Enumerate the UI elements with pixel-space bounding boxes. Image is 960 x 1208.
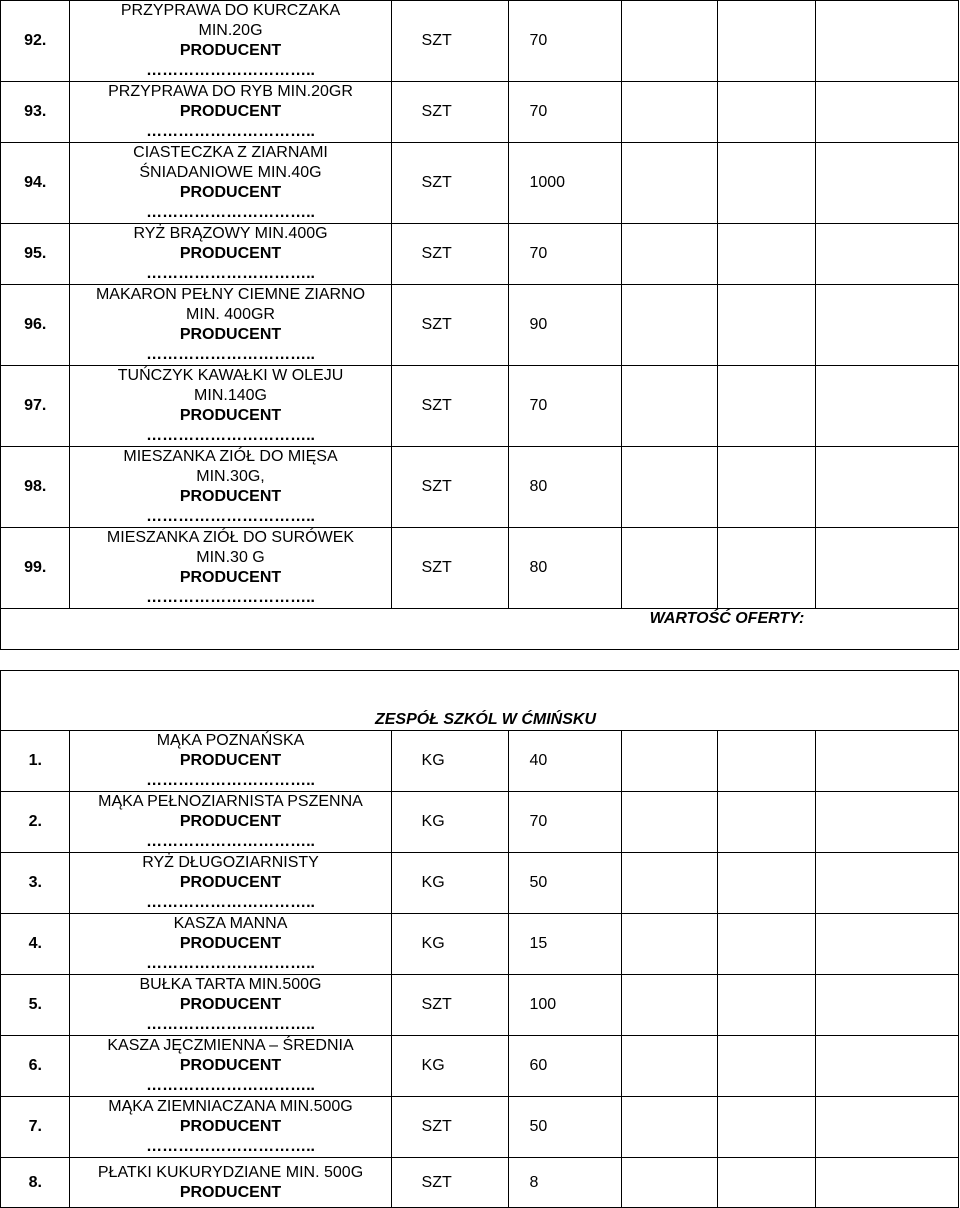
unit-cell: SZT	[391, 1097, 509, 1158]
unit-cell: KG	[391, 1036, 509, 1097]
table-row	[1, 1, 959, 82]
empty-price-cell	[717, 1158, 815, 1208]
empty-price-cell	[815, 1097, 958, 1158]
producer-label: PRODUCENT	[179, 245, 282, 262]
quantity-cell: 50	[509, 853, 622, 914]
producer-label: PRODUCENT	[179, 407, 282, 424]
empty-price-cell	[815, 366, 958, 447]
empty-price-cell	[622, 447, 718, 528]
table-row	[1, 792, 959, 853]
product-name-cell	[70, 731, 391, 792]
producer-label: PRODUCENT	[179, 935, 282, 952]
quantity-cell: 15	[509, 914, 622, 975]
unit-cell: SZT	[391, 143, 509, 224]
empty-price-cell	[815, 1158, 958, 1208]
table-row	[1, 1036, 959, 1097]
unit-cell: KG	[391, 792, 509, 853]
product-name-cell	[70, 224, 391, 285]
quantity-cell: 70	[509, 82, 622, 143]
producer-dots: …………………………..	[146, 894, 315, 911]
empty-price-cell	[717, 447, 815, 528]
item-number: 94.	[1, 143, 70, 224]
product-name-line: CIASTECZKA Z ZIARNAMI	[133, 144, 328, 161]
product-name-cell	[70, 1, 391, 82]
producer-dots: …………………………..	[146, 123, 315, 140]
item-number: 6.	[1, 1036, 70, 1097]
product-name-line: MIN.30G,	[196, 468, 265, 485]
unit-cell: SZT	[391, 1, 509, 82]
item-number: 95.	[1, 224, 70, 285]
empty-price-cell	[622, 366, 718, 447]
quantity-cell: 70	[509, 1, 622, 82]
product-name-line: RYŻ DŁUGOZIARNISTY	[142, 854, 319, 871]
producer-dots: …………………………..	[146, 1138, 315, 1155]
empty-price-cell	[622, 853, 718, 914]
table-row	[1, 528, 959, 609]
producer-label: PRODUCENT	[179, 488, 282, 505]
product-name-cell	[70, 975, 391, 1036]
item-number: 7.	[1, 1097, 70, 1158]
product-name-line: KASZA MANNA	[173, 915, 288, 932]
table-row	[1, 731, 959, 792]
producer-label: PRODUCENT	[179, 996, 282, 1013]
empty-price-cell	[717, 224, 815, 285]
producer-dots: …………………………..	[146, 772, 315, 789]
empty-price-cell	[717, 1, 815, 82]
product-name-cell	[70, 528, 391, 609]
empty-price-cell	[815, 975, 958, 1036]
unit-cell: SZT	[391, 528, 509, 609]
item-number: 3.	[1, 853, 70, 914]
table-row	[1, 224, 959, 285]
product-name-cell	[70, 82, 391, 143]
empty-price-cell	[815, 1036, 958, 1097]
product-name-line: MĄKA PEŁNOZIARNISTA PSZENNA	[98, 793, 363, 810]
unit-cell: KG	[391, 914, 509, 975]
table-row	[1, 914, 959, 975]
quantity-cell: 80	[509, 447, 622, 528]
empty-price-cell	[717, 975, 815, 1036]
empty-price-cell	[815, 731, 958, 792]
quantity-cell: 1000	[509, 143, 622, 224]
total-spacer	[1, 609, 622, 650]
producer-label: PRODUCENT	[179, 103, 282, 120]
empty-price-cell	[815, 528, 958, 609]
quantity-cell: 8	[509, 1158, 622, 1208]
table-row	[1, 1158, 959, 1208]
unit-cell: KG	[391, 853, 509, 914]
product-name-line: ŚNIADANIOWE MIN.40G	[139, 164, 322, 181]
school-title-row	[1, 671, 959, 731]
school-title: ZESPÓŁ SZKÓL W ĆMIŃSKU	[1, 671, 959, 731]
table-row	[1, 82, 959, 143]
item-number: 8.	[1, 1158, 70, 1208]
empty-price-cell	[815, 1, 958, 82]
quantity-cell: 100	[509, 975, 622, 1036]
empty-price-cell	[815, 447, 958, 528]
producer-dots: …………………………..	[146, 508, 315, 525]
product-name-line: KASZA JĘCZMIENNA – ŚREDNIA	[107, 1037, 354, 1054]
quantity-cell: 70	[509, 224, 622, 285]
unit-cell: SZT	[391, 224, 509, 285]
product-name-line: MIN.140G	[194, 387, 267, 404]
unit-cell: SZT	[391, 82, 509, 143]
offer-total-label: WARTOŚĆ OFERTY:	[622, 609, 959, 650]
item-number: 97.	[1, 366, 70, 447]
quantity-cell: 40	[509, 731, 622, 792]
total-row	[1, 609, 959, 650]
producer-label: PRODUCENT	[179, 1057, 282, 1074]
table-row	[1, 975, 959, 1036]
empty-price-cell	[815, 792, 958, 853]
producer-dots: …………………………..	[146, 62, 315, 79]
unit-cell: SZT	[391, 366, 509, 447]
product-name-cell	[70, 285, 391, 366]
product-name-cell	[70, 1158, 391, 1208]
quantity-cell: 90	[509, 285, 622, 366]
producer-label: PRODUCENT	[179, 326, 282, 343]
empty-price-cell	[622, 1, 718, 82]
product-name-cell	[70, 1097, 391, 1158]
producer-label: PRODUCENT	[179, 42, 282, 59]
offer-table-section-2	[0, 670, 959, 1208]
product-name-line: MAKARON PEŁNY CIEMNE ZIARNO	[95, 286, 366, 303]
producer-dots: …………………………..	[146, 346, 315, 363]
product-name-line: MIESZANKA ZIÓŁ DO MIĘSA	[123, 448, 338, 465]
product-name-line: MIN.20G	[198, 22, 263, 39]
item-number: 93.	[1, 82, 70, 143]
empty-price-cell	[622, 914, 718, 975]
product-name-line: MĄKA POZNAŃSKA	[156, 732, 305, 749]
empty-price-cell	[717, 1036, 815, 1097]
table-row	[1, 853, 959, 914]
empty-price-cell	[717, 1097, 815, 1158]
producer-label: PRODUCENT	[179, 569, 282, 586]
empty-price-cell	[815, 285, 958, 366]
empty-price-cell	[622, 792, 718, 853]
empty-price-cell	[622, 975, 718, 1036]
product-name-line: MIN. 400GR	[186, 306, 275, 323]
producer-dots: …………………………..	[146, 1077, 315, 1094]
empty-price-cell	[622, 731, 718, 792]
unit-cell: SZT	[391, 975, 509, 1036]
quantity-cell: 70	[509, 792, 622, 853]
producer-dots: …………………………..	[146, 265, 315, 282]
table-row	[1, 1097, 959, 1158]
empty-price-cell	[622, 1036, 718, 1097]
empty-price-cell	[815, 82, 958, 143]
producer-label: PRODUCENT	[179, 1183, 282, 1201]
item-number: 5.	[1, 975, 70, 1036]
unit-cell: KG	[391, 731, 509, 792]
item-number: 1.	[1, 731, 70, 792]
product-name-cell	[70, 914, 391, 975]
quantity-cell: 50	[509, 1097, 622, 1158]
empty-price-cell	[717, 143, 815, 224]
product-name-line: PRZYPRAWA DO KURCZAKA	[120, 2, 341, 19]
empty-price-cell	[717, 285, 815, 366]
table-row	[1, 285, 959, 366]
table-row	[1, 366, 959, 447]
product-name-line: RYŻ BRĄZOWY MIN.400G	[133, 225, 328, 242]
producer-label: PRODUCENT	[179, 752, 282, 769]
quantity-cell: 80	[509, 528, 622, 609]
unit-cell: SZT	[391, 1158, 509, 1208]
table-row	[1, 447, 959, 528]
product-name-line: PŁATKI KUKURYDZIANE MIN. 500G	[97, 1163, 364, 1181]
producer-dots: …………………………..	[146, 589, 315, 606]
unit-cell: SZT	[391, 447, 509, 528]
empty-price-cell	[622, 143, 718, 224]
product-name-line: TUŃCZYK KAWAŁKI W OLEJU	[117, 367, 344, 384]
product-name-line: PRZYPRAWA DO RYB MIN.20GR	[108, 83, 353, 100]
producer-dots: …………………………..	[146, 427, 315, 444]
empty-price-cell	[717, 792, 815, 853]
unit-cell: SZT	[391, 285, 509, 366]
product-name-line: MĄKA ZIEMNIACZANA MIN.500G	[108, 1098, 353, 1115]
producer-dots: …………………………..	[146, 204, 315, 221]
empty-price-cell	[815, 853, 958, 914]
empty-price-cell	[622, 285, 718, 366]
product-name-cell	[70, 447, 391, 528]
item-number: 98.	[1, 447, 70, 528]
item-number: 99.	[1, 528, 70, 609]
item-number: 92.	[1, 1, 70, 82]
product-name-cell	[70, 143, 391, 224]
product-name-cell	[70, 792, 391, 853]
producer-dots: …………………………..	[146, 955, 315, 972]
product-name-cell	[70, 366, 391, 447]
empty-price-cell	[717, 914, 815, 975]
producer-label: PRODUCENT	[179, 874, 282, 891]
empty-price-cell	[815, 914, 958, 975]
empty-price-cell	[717, 853, 815, 914]
quantity-cell: 60	[509, 1036, 622, 1097]
producer-label: PRODUCENT	[179, 1118, 282, 1135]
producer-label: PRODUCENT	[179, 184, 282, 201]
product-name-line: MIESZANKA ZIÓŁ DO SURÓWEK	[106, 529, 355, 546]
product-name-line: BUŁKA TARTA MIN.500G	[139, 976, 322, 993]
empty-price-cell	[622, 224, 718, 285]
empty-price-cell	[815, 224, 958, 285]
producer-dots: …………………………..	[146, 833, 315, 850]
empty-price-cell	[717, 366, 815, 447]
product-name-line: MIN.30 G	[196, 549, 265, 566]
producer-label: PRODUCENT	[179, 813, 282, 830]
product-name-cell	[70, 1036, 391, 1097]
empty-price-cell	[717, 82, 815, 143]
empty-price-cell	[622, 82, 718, 143]
quantity-cell: 70	[509, 366, 622, 447]
empty-price-cell	[622, 528, 718, 609]
empty-price-cell	[717, 528, 815, 609]
empty-price-cell	[622, 1158, 718, 1208]
empty-price-cell	[622, 1097, 718, 1158]
table-row	[1, 143, 959, 224]
product-name-cell	[70, 853, 391, 914]
item-number: 2.	[1, 792, 70, 853]
producer-dots: …………………………..	[146, 1016, 315, 1033]
empty-price-cell	[717, 731, 815, 792]
item-number: 4.	[1, 914, 70, 975]
item-number: 96.	[1, 285, 70, 366]
empty-price-cell	[815, 143, 958, 224]
